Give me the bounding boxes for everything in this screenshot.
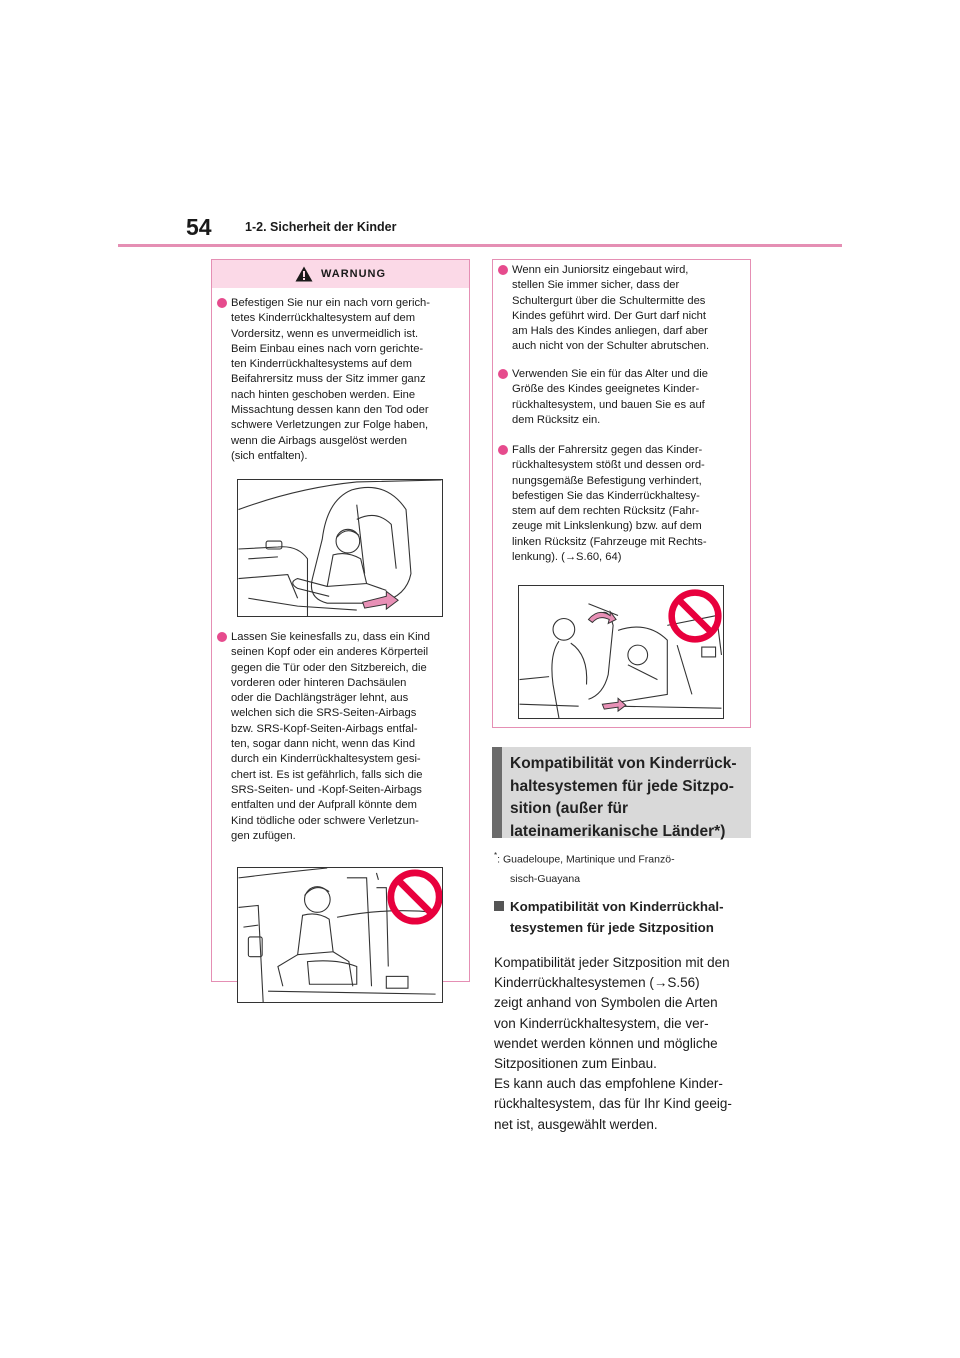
page-number: 54 [186, 214, 212, 240]
warning-title: WARNUNG [320, 268, 387, 280]
warning-item [498, 443, 748, 565]
illustration-child-leaning-door [237, 867, 443, 1003]
warning-item-text: Verwenden Sie ein für das Alter und die Größe des Kindes geeignetes Kinder- rückhaltesystem, und bauen Sie es auf dem Rücksitz ein. [512, 368, 708, 426]
section-heading-line: Kompatibilität von Kinderrück- [510, 755, 737, 772]
warning-item-text: Falls der Fahrersitz gegen das Kinder- rückhaltesystem stößt und dessen ord- nungsgemäße Befestigung verhindert, befestigen Sie das Kinderrückhaltesy- stem auf dem rechten Rücksitz (Fahr- zeuge mit Linkslenkung) bzw. auf dem linken Rücksitz (Fahrzeuge mit Rechts- lenkung). (→S.60, 64) [512, 444, 707, 564]
body-paragraph: Kompatibilität jeder Sitzposition mit den Kinderrückhaltesystemen (→S.56) zeigt anhand von Symbolen die Arten von Kinderrückhaltesystem, die ver- wendet werden können und mögliche Sitzpositionen zum Einbau. Es kann auch das empfohlene Kinder- rückhaltesystem, das für Ihr Kind geeig- net ist, ausgewählt werden. [494, 955, 732, 1132]
warning-item [498, 263, 748, 355]
subheading [494, 897, 754, 938]
section-title: 1-2. Sicherheit der Kinder [245, 220, 397, 234]
warning-item-text: Lassen Sie keinesfalls zu, dass ein Kind seinen Kopf oder ein anderes Körperteil gegen die Tür oder den Sitzbereich, die vorderen oder hinteren Dachsäulen oder die Dachlängsträger lehnt, aus welchen sich die SRS-Seiten-Airbags bzw. SRS-Kopf-Seiten-Airbags entfal- ten, sogar dann nicht, wenn das Kind durch ein Kinderrückhaltesystem gesi- chert ist. Es ist gefährlich, falls sich die SRS-Seiten- und -Kopf-Seiten-Airbags entfalten und der Aufprall könnte dem Kind tödliche oder schwere Verletzun- gen zufügen. [231, 631, 431, 842]
bullet-dot-icon [217, 632, 227, 642]
prohibition-icon [667, 588, 723, 644]
section-heading [492, 747, 751, 838]
bullet-dot-icon [498, 265, 508, 275]
subheading-text: Kompatibilität von Kinderrückhal- tesystemen für jede Sitzposition [510, 899, 724, 935]
header-rule [118, 244, 842, 247]
prohibition-icon [386, 868, 443, 926]
section-heading-line: lateinamerikanische Länder*) [510, 822, 726, 840]
square-bullet-icon [494, 901, 504, 911]
warning-item [217, 296, 467, 464]
footnote [494, 846, 752, 889]
footnote-mark: * [494, 851, 498, 860]
car-seat-drawing [238, 480, 442, 616]
footnote-line [494, 846, 752, 870]
bullet-dot-icon [217, 298, 227, 308]
footnote-text: : Guadeloupe, Martinique und Franzö- [497, 853, 675, 866]
warning-item [217, 630, 467, 844]
illustration-driver-seat-conflict [518, 585, 724, 719]
illustration-forward-facing-seat [237, 479, 443, 617]
warning-item-text: Befestigen Sie nur ein nach vorn gerich- tetes Kinderrückhaltesystem auf dem Vordersitz, wenn es unvermeidlich ist. Beim Einbau eines nach vorn gerichte- ten Kinderrückhaltesystems auf dem Beifahrersitz muss der Sitz immer ganz nach hinten geschoben werden. Eine Missachtung dessen kann den Tod oder schwere Verletzungen zur Folge haben, wenn die Airbags ausgelöst werden (sich entfalten). [231, 297, 431, 462]
warning-triangle-icon [295, 266, 313, 282]
section-heading-line: haltesystemen für jede Sitzpo- [510, 777, 734, 795]
warning-header [212, 260, 469, 288]
warning-item-text: Wenn ein Juniorsitz eingebaut wird, stellen Sie immer sicher, dass der Schultergurt über die Schultermitte des Kindes geführt wird. Der Gurt darf nicht am Hals des Kindes anliegen, darf aber auch nicht von der Schulter abrutschen. [512, 264, 710, 353]
bullet-dot-icon [498, 445, 508, 455]
footnote-text-continued: sisch-Guayana [510, 872, 581, 885]
warning-item [498, 367, 748, 428]
bullet-dot-icon [498, 369, 508, 379]
section-heading-line: sition (außer für [510, 800, 628, 817]
